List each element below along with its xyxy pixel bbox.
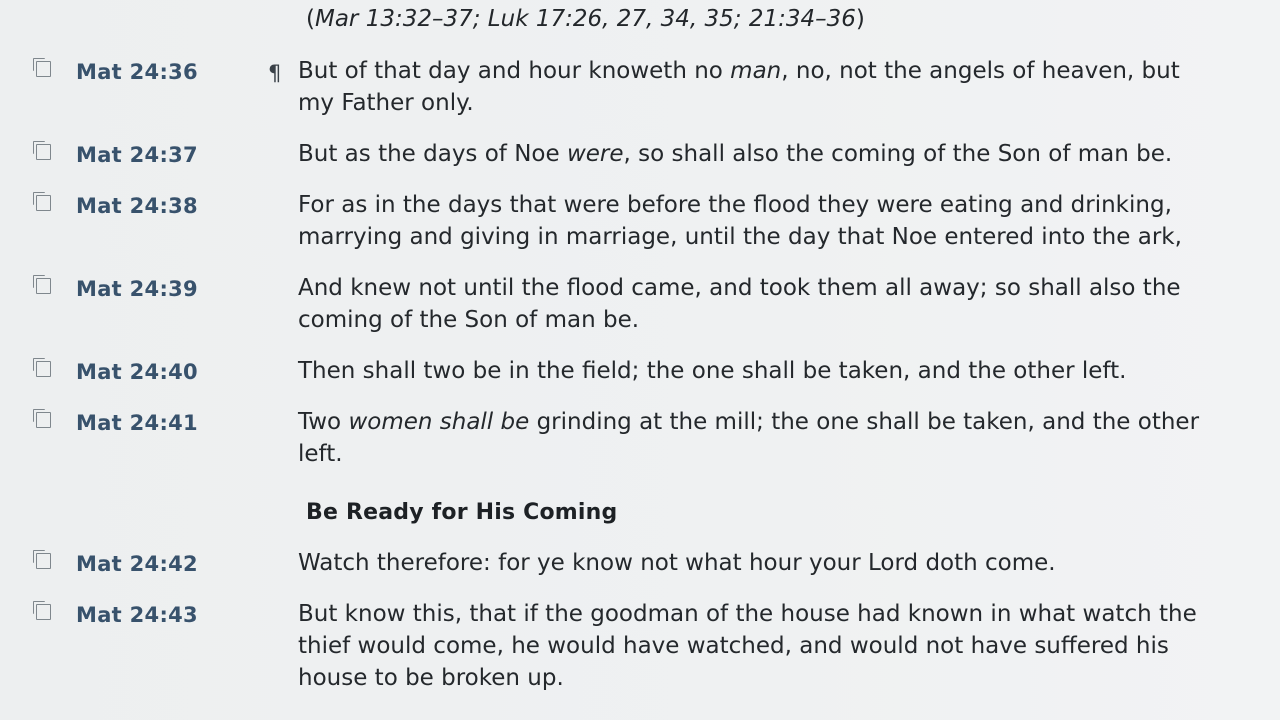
copy-icon[interactable] (36, 361, 51, 377)
copy-icon[interactable] (36, 144, 51, 160)
verse-row (0, 598, 1280, 694)
verse-reference[interactable]: Mat 24:37 (76, 143, 198, 167)
verse-text: Watch therefore: for ye know not what hour your Lord doth come. (298, 550, 1056, 576)
verse-text: But as the days of Noe were, so shall also the coming of the Son of man be. (298, 141, 1173, 167)
copy-verse-button[interactable] (0, 355, 76, 377)
verse-row (0, 355, 1280, 387)
verse-italic-word: man (730, 58, 782, 84)
verse-reference[interactable]: Mat 24:39 (76, 277, 198, 301)
pilcrow-mark (268, 355, 298, 357)
copy-icon[interactable] (36, 278, 51, 294)
heading-spacer (0, 498, 306, 528)
cross-reference-open-paren: ( (306, 6, 315, 32)
copy-icon[interactable] (36, 412, 51, 428)
copy-verse-button[interactable] (0, 272, 76, 294)
verse-row (0, 55, 1280, 119)
copy-verse-button[interactable] (0, 138, 76, 160)
pilcrow-mark (268, 189, 298, 191)
pilcrow-mark (268, 406, 298, 408)
pilcrow-mark (268, 598, 298, 600)
cross-reference-close-paren: ) (855, 6, 865, 32)
copy-verse-button[interactable] (0, 55, 76, 77)
pilcrow-mark (268, 138, 298, 140)
verse-reference[interactable]: Mat 24:43 (76, 603, 198, 627)
section-heading-row (0, 498, 1280, 528)
verse-italic-word: women shall be (348, 409, 530, 435)
pilcrow-mark: ¶ (268, 61, 282, 85)
verse-reference[interactable]: Mat 24:40 (76, 360, 198, 384)
verse-row (0, 138, 1280, 170)
verse-reference[interactable]: Mat 24:41 (76, 411, 198, 435)
verse-text: But of that day and hour knoweth no man, no, not the angels of heaven, but my Father only. (298, 58, 1180, 116)
cross-reference-body: Mar 13:32–37; Luk 17:26, 27, 34, 35; 21:34–36 (314, 6, 856, 32)
verse-reference[interactable]: Mat 24:42 (76, 552, 198, 576)
verse-row (0, 547, 1280, 579)
verse-italic-word: were (566, 141, 624, 167)
verse-reference[interactable]: Mat 24:36 (76, 60, 198, 84)
cross-reference-row (0, 2, 1280, 36)
section-heading: Be Ready for His Coming (306, 500, 618, 525)
pilcrow-mark (268, 547, 298, 549)
verse-row (0, 189, 1280, 253)
copy-verse-button[interactable] (0, 406, 76, 428)
pilcrow-mark (268, 272, 298, 274)
verse-text: Two women shall be grinding at the mill; the one shall be taken, and the other left. (298, 409, 1200, 467)
copy-icon[interactable] (36, 195, 51, 211)
copy-verse-button[interactable] (0, 547, 76, 569)
cross-reference-text (306, 2, 865, 36)
verse-text: Then shall two be in the field; the one shall be taken, and the other left. (298, 358, 1127, 384)
verse-reference[interactable]: Mat 24:38 (76, 194, 198, 218)
copy-icon[interactable] (36, 61, 51, 77)
verse-row (0, 272, 1280, 336)
verse-row (0, 406, 1280, 470)
copy-icon[interactable] (36, 553, 51, 569)
verse-text: For as in the days that were before the flood they were eating and drinking, marrying and giving in marriage, until the day that Noe entered into the ark, (298, 192, 1182, 250)
copy-icon[interactable] (36, 604, 51, 620)
copy-verse-button[interactable] (0, 598, 76, 620)
copy-verse-button[interactable] (0, 189, 76, 211)
verse-text: But know this, that if the goodman of the house had known in what watch the thief would come, he would have watched, and would not have suffered his house to be broken up. (298, 601, 1197, 691)
verse-text: And knew not until the flood came, and took them all away; so shall also the coming of the Son of man be. (298, 275, 1181, 333)
